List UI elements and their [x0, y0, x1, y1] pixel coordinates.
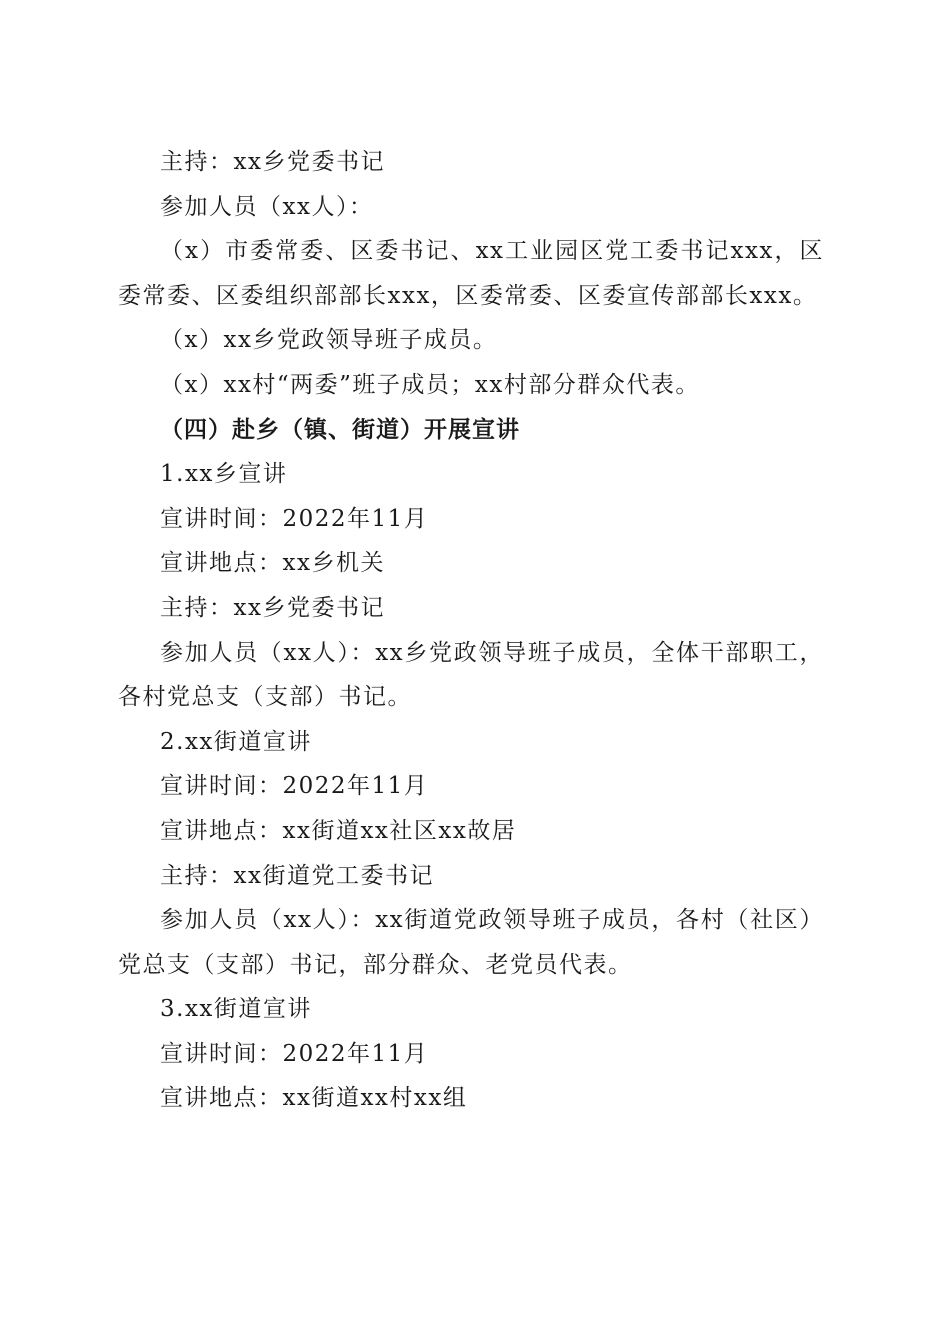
- paragraph-attendees-township-leaders: （x）xx乡党政领导班子成员。: [160, 327, 498, 354]
- paragraph-time-3: 宣讲时间：2022年11月: [160, 1040, 429, 1067]
- paragraph-attendees-village: （x）xx村“两委”班子成员；xx村部分群众代表。: [160, 371, 700, 398]
- paragraph-attendees-2: 参加人员（xx人）：xx街道党政领导班子成员，各村（社区）党总支（支部）书记，部分群众、老党员代表。: [118, 907, 824, 978]
- paragraph-moderator-1: 主持：xx乡党委书记: [160, 594, 385, 621]
- paragraph-location-3: 宣讲地点：xx街道xx村xx组: [160, 1085, 468, 1112]
- subsection-title-1: 1.xx乡宣讲: [160, 461, 288, 488]
- paragraph-location-1: 宣讲地点：xx乡机关: [160, 550, 385, 577]
- section-heading: （四）赴乡（镇、街道）开展宣讲: [160, 416, 520, 443]
- paragraph-moderator-2: 主持：xx街道党工委书记: [160, 862, 434, 889]
- document-body: [118, 140, 824, 1121]
- paragraph-moderator: 主持：xx乡党委书记: [160, 149, 385, 175]
- paragraph-attendees-1: 参加人员（xx人）：xx乡党政领导班子成员，全体干部职工，各村党总支（支部）书记。: [118, 639, 824, 711]
- subsection-title-3: 3.xx街道宣讲: [160, 996, 312, 1023]
- paragraph-attendees-label: 参加人员（xx人）：: [160, 193, 374, 220]
- paragraph-time-2: 宣讲时间：2022年11月: [160, 773, 429, 800]
- paragraph-attendees-city-leaders: （x）市委常委、区委书记、xx工业园区党工委书记xxx，区委常委、区委组织部部长xxx，区委常委、区委宣传部部长xxx。: [118, 238, 824, 309]
- paragraph-time-1: 宣讲时间：2022年11月: [160, 505, 429, 532]
- paragraph-location-2: 宣讲地点：xx街道xx社区xx故居: [160, 817, 517, 844]
- subsection-title-2: 2.xx街道宣讲: [160, 728, 312, 755]
